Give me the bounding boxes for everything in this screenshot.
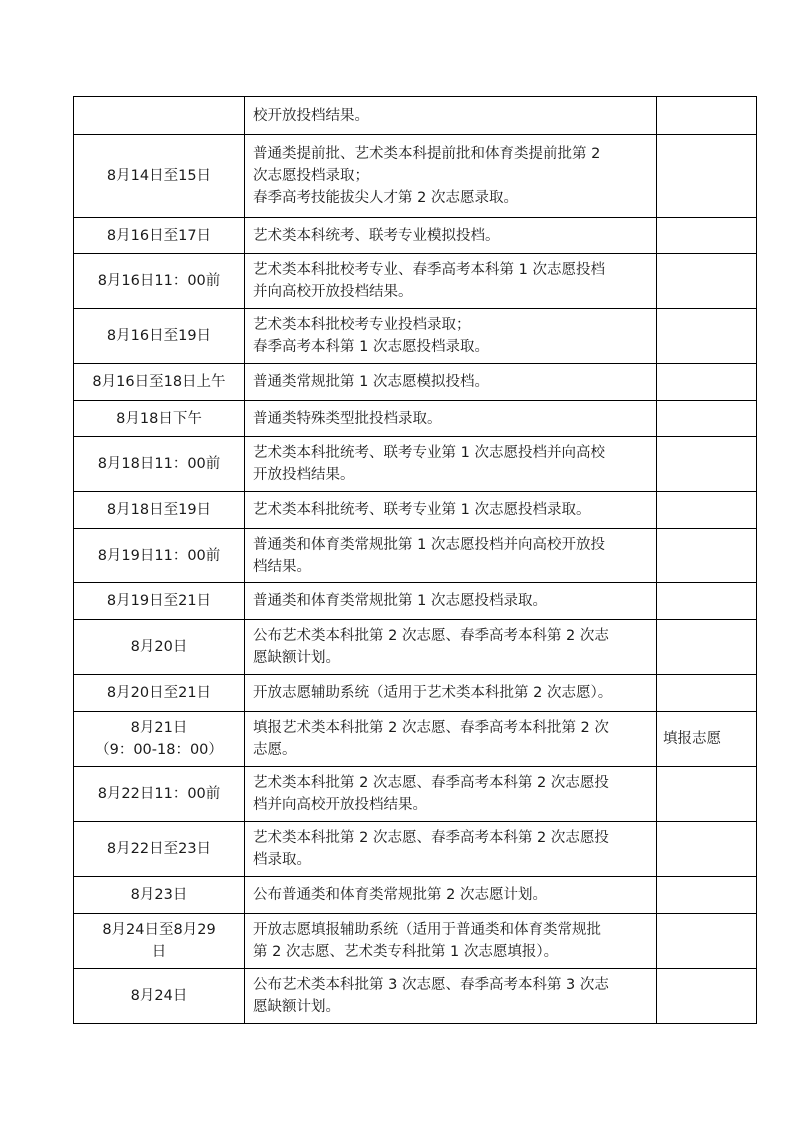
note-cell xyxy=(657,969,757,1024)
event-text: 档录取。 xyxy=(253,852,311,868)
note-cell xyxy=(657,218,757,254)
event-cell xyxy=(245,97,657,135)
table-row xyxy=(74,218,757,254)
event-cell xyxy=(245,254,657,309)
note-cell xyxy=(657,529,757,583)
date-text: 8月20日 xyxy=(130,639,188,655)
event-text: 艺术类本科批校考专业投档录取； xyxy=(253,317,471,333)
table-row xyxy=(74,877,757,914)
event-cell xyxy=(245,914,657,969)
event-text: 普通类提前批、艺术类本科提前批和体育类提前批第 2 xyxy=(253,146,601,162)
note-cell xyxy=(657,822,757,877)
event-cell xyxy=(245,135,657,218)
table-row xyxy=(74,583,757,620)
event-cell xyxy=(245,822,657,877)
date-text: 8月24日至8月29 xyxy=(102,922,216,938)
event-text: 次志愿投档录取； xyxy=(253,168,369,184)
date-text: 8月18日11：00前 xyxy=(97,456,221,472)
note-cell xyxy=(657,309,757,364)
date-cell xyxy=(74,437,245,492)
date-text: 8月16日至17日 xyxy=(106,227,212,244)
note-cell xyxy=(657,620,757,675)
date-text: 8月20日至21日 xyxy=(106,685,212,701)
date-text: 8月22日11：00前 xyxy=(97,786,221,802)
table-row xyxy=(74,675,757,712)
event-text: 开放志愿辅助系统（适用于艺术类本科批第 2 次志愿）。 xyxy=(253,685,613,701)
event-cell xyxy=(245,401,657,437)
date-cell xyxy=(74,401,245,437)
note-cell xyxy=(657,914,757,969)
admission-schedule-table xyxy=(73,96,757,1024)
table-row xyxy=(74,254,757,309)
event-cell xyxy=(245,620,657,675)
event-text: 档并向高校开放投档结果。 xyxy=(253,797,427,813)
date-text: 8月19日至21日 xyxy=(106,593,212,609)
table-row xyxy=(74,969,757,1024)
note-cell xyxy=(657,877,757,914)
note-cell xyxy=(657,437,757,492)
table-row xyxy=(74,620,757,675)
event-text: 艺术类本科批统考、联考专业第 1 次志愿投档并向高校 xyxy=(253,445,605,461)
note-cell xyxy=(657,492,757,529)
event-cell xyxy=(245,437,657,492)
event-text: 开放投档结果。 xyxy=(253,467,355,483)
event-text: 开放志愿填报辅助系统（适用于普通类和体育类常规批 xyxy=(253,922,601,938)
table-row xyxy=(74,97,757,135)
date-text: 8月22日至23日 xyxy=(106,841,212,857)
date-text: 8月21日 xyxy=(130,720,188,736)
schedule-table-body xyxy=(74,97,757,1024)
date-text: 8月23日 xyxy=(130,887,188,903)
table-row xyxy=(74,309,757,364)
table-row xyxy=(74,437,757,492)
date-text: 日 xyxy=(151,944,167,960)
date-text: 8月14日至15日 xyxy=(106,168,212,184)
event-text: 第 2 次志愿、艺术类专科批第 1 次志愿填报）。 xyxy=(253,944,559,960)
event-text: 公布艺术类本科批第 3 次志愿、春季高考本科第 3 次志 xyxy=(253,977,609,993)
note-cell xyxy=(657,767,757,822)
event-cell xyxy=(245,529,657,583)
date-cell xyxy=(74,583,245,620)
event-cell xyxy=(245,492,657,529)
event-text: 并向高校开放投档结果。 xyxy=(253,284,413,300)
date-text: 8月24日 xyxy=(130,988,188,1004)
note-cell xyxy=(657,254,757,309)
table-row xyxy=(74,914,757,969)
event-text: 普通类和体育类常规批第 1 次志愿投档录取。 xyxy=(253,593,547,609)
event-text: 春季高考本科第 1 次志愿投档录取。 xyxy=(253,339,489,355)
date-text: 8月19日11：00前 xyxy=(97,547,221,564)
event-cell xyxy=(245,583,657,620)
event-text: 公布艺术类本科批第 2 次志愿、春季高考本科第 2 次志 xyxy=(253,628,609,644)
date-cell xyxy=(74,620,245,675)
event-cell xyxy=(245,218,657,254)
date-cell xyxy=(74,492,245,529)
note-cell xyxy=(657,135,757,218)
date-cell xyxy=(74,254,245,309)
date-text: 8月18日至19日 xyxy=(106,502,212,518)
table-row xyxy=(74,712,757,767)
date-text: 8月18日下午 xyxy=(116,410,202,427)
date-cell xyxy=(74,675,245,712)
table-row xyxy=(74,529,757,583)
event-text: 普通类常规批第 1 次志愿模拟投档。 xyxy=(253,374,489,390)
date-text: 8月16日至19日 xyxy=(106,328,212,344)
date-cell xyxy=(74,969,245,1024)
table-row xyxy=(74,364,757,401)
date-cell xyxy=(74,877,245,914)
event-cell xyxy=(245,767,657,822)
event-text: 档结果。 xyxy=(253,558,311,575)
date-cell xyxy=(74,822,245,877)
event-text: 校开放投档结果。 xyxy=(253,107,369,124)
date-cell xyxy=(74,135,245,218)
event-text: 愿缺额计划。 xyxy=(253,650,340,666)
event-text: 志愿。 xyxy=(253,742,297,758)
note-cell: 填报志愿 xyxy=(657,712,757,767)
event-text: 艺术类本科批第 2 次志愿、春季高考本科第 2 次志愿投 xyxy=(253,775,609,791)
event-text: 艺术类本科批第 2 次志愿、春季高考本科第 2 次志愿投 xyxy=(253,830,609,846)
date-text: 8月16日至18日上午 xyxy=(92,374,226,390)
date-cell xyxy=(74,712,245,767)
table-row xyxy=(74,767,757,822)
event-text: 公布普通类和体育类常规批第 2 次志愿计划。 xyxy=(253,887,547,903)
date-cell xyxy=(74,767,245,822)
table-row xyxy=(74,492,757,529)
date-cell xyxy=(74,914,245,969)
date-cell xyxy=(74,97,245,135)
event-text: 春季高考技能拔尖人才第 2 次志愿录取。 xyxy=(253,190,518,206)
date-text: （9：00-18：00） xyxy=(95,742,223,758)
date-cell xyxy=(74,309,245,364)
event-text: 填报艺术类本科批第 2 次志愿、春季高考本科批第 2 次 xyxy=(253,720,609,736)
date-cell xyxy=(74,218,245,254)
event-text: 普通类和体育类常规批第 1 次志愿投档并向高校开放投 xyxy=(253,536,605,553)
note-cell xyxy=(657,675,757,712)
event-text: 艺术类本科统考、联考专业模拟投档。 xyxy=(253,227,500,244)
table-row xyxy=(74,135,757,218)
event-text: 艺术类本科批校考专业、春季高考本科第 1 次志愿投档 xyxy=(253,262,605,278)
event-text: 愿缺额计划。 xyxy=(253,999,340,1015)
note-cell xyxy=(657,583,757,620)
event-text: 普通类特殊类型批投档录取。 xyxy=(253,410,442,427)
table-row xyxy=(74,401,757,437)
event-text: 艺术类本科批统考、联考专业第 1 次志愿投档录取。 xyxy=(253,502,591,518)
event-cell xyxy=(245,877,657,914)
date-text: 8月16日11：00前 xyxy=(97,273,221,289)
event-cell xyxy=(245,969,657,1024)
note-cell xyxy=(657,364,757,401)
event-cell xyxy=(245,309,657,364)
table-row xyxy=(74,822,757,877)
date-cell xyxy=(74,364,245,401)
event-cell xyxy=(245,675,657,712)
event-cell xyxy=(245,712,657,767)
date-cell xyxy=(74,529,245,583)
event-cell xyxy=(245,364,657,401)
note-cell xyxy=(657,97,757,135)
note-cell xyxy=(657,401,757,437)
